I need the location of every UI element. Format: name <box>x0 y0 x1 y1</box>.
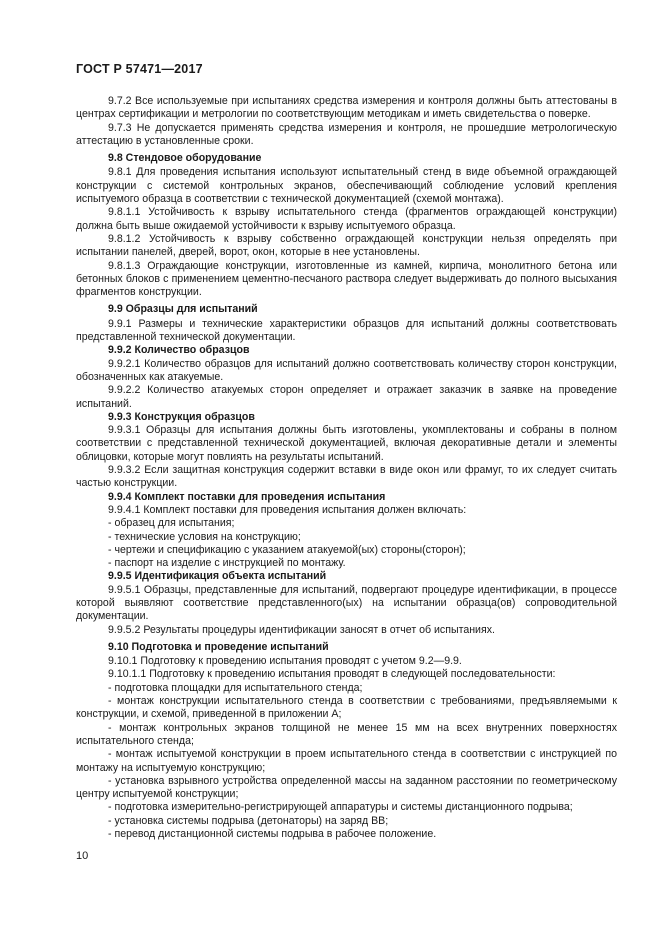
document-body <box>76 95 617 841</box>
paragraph: 9.9.2.2 Количество атакуемых сторон определяет и отражает заказчик в заявке на проведение испытаний. <box>76 384 617 410</box>
paragraph: 9.8.1.3 Ограждающие конструкции, изготовленные из камней, кирпича, монолитного бетона или бетонных блоков с применением цементно-песчаного раствора следует выдерживать до полного высыхания фрагментов конструкции. <box>76 259 617 299</box>
document-code: ГОСТ Р 57471—2017 <box>76 62 203 76</box>
paragraph: - монтаж испытуемой конструкции в проем испытательного стенда в соответствии с инструкцией по монтажу на испытуемую конструкцию; <box>76 748 617 774</box>
paragraph: - монтаж конструкции испытательного стенда в соответствии с требованиями, предъявляемыми к конструкции, и схемой, приведенной в приложении А; <box>76 695 617 721</box>
paragraph: 9.7.2 Все используемые при испытаниях средства измерения и контроля должны быть аттестованы в центрах сертификации и метрологии по соответствующим методикам и иметь свидетельства о поверке. <box>76 95 617 121</box>
paragraph: 9.9.3.1 Образцы для испытания должны быть изготовлены, укомплектованы и собраны в полном соответствии с представленной технической документацией, включая декоративные детали и элементы облицовки, которые могут повлиять на результаты испытаний. <box>76 424 617 463</box>
paragraph: 9.8.1.1 Устойчивость к взрыву испытательного стенда (фрагментов ограждающей конструкции) должна быть выше ожидаемой устойчивости к взрыву испытуемого образца. <box>76 206 617 232</box>
paragraph: - чертежи и спецификацию с указанием атакуемой(ых) стороны(сторон); <box>108 543 466 556</box>
paragraph: - установка взрывного устройства определенной массы на заданном расстоянии по геометрическому центру испытуемой конструкции; <box>76 774 617 801</box>
paragraph: - перевод дистанционной системы подрыва в рабочее положение. <box>108 828 437 841</box>
section-heading: 9.9.4 Комплект поставки для проведения испытания <box>108 490 386 503</box>
paragraph: - подготовка измерительно-регистрирующей аппаратуры и системы дистанционного подрыва; <box>108 801 573 814</box>
paragraph: 9.8.1.2 Устойчивость к взрыву собственно ограждающей конструкции нельзя определять при испытании панелей, дверей, ворот, окон, которые в нее установлены. <box>76 232 617 259</box>
paragraph: 9.10.1 Подготовку к проведению испытания проводят с учетом 9.2—9.9. <box>108 655 462 668</box>
paragraph: 9.10.1.1 Подготовку к проведению испытания проводят в следующей последовательности: <box>108 668 556 681</box>
paragraph: - монтаж контрольных экранов толщиной не менее 15 мм на всех внутренних поверхностях испытательного стенда; <box>76 721 617 747</box>
paragraph: 9.9.2.1 Количество образцов для испытаний должно соответствовать количеству сторон конструкции, обозначенных как атакуемые. <box>76 357 617 383</box>
section-heading: 9.9.3 Конструкция образцов <box>108 410 255 423</box>
paragraph: - установка системы подрыва (детонаторы) на заряд ВВ; <box>108 814 389 827</box>
paragraph: - образец для испытания; <box>108 517 235 530</box>
paragraph: - подготовка площадки для испытательного стенда; <box>108 681 363 694</box>
paragraph: 9.9.1 Размеры и технические характеристики образцов для испытаний должны соответствовать представленной технической документации. <box>76 317 617 344</box>
paragraph: 9.9.4.1 Комплект поставки для проведения испытания должен включать: <box>108 503 467 516</box>
section-heading: 9.9 Образцы для испытаний <box>108 303 258 316</box>
paragraph: 9.9.3.2 Если защитная конструкция содержит вставки в виде окон или фрамуг, то их следует считать частью конструкции. <box>76 464 617 490</box>
paragraph: - паспорт на изделие с инструкцией по монтажу. <box>108 557 346 570</box>
paragraph: 9.9.5.1 Образцы, представленные для испытаний, подвергают процедуре идентификации, в процессе которой выявляют соответствие представленного(ых) на испытании образца(ов) сопроводительной документации. <box>76 583 617 623</box>
paragraph: - технические условия на конструкцию; <box>108 530 301 543</box>
section-heading: 9.9.2 Количество образцов <box>108 344 250 357</box>
section-heading: 9.9.5 Идентификация объекта испытаний <box>108 570 327 583</box>
page-number: 10 <box>76 850 89 862</box>
paragraph: 9.8.1 Для проведения испытания используют испытательный стенд в виде объемной ограждающей конструкции с системой контрольных экранов, обеспечивающий соблюдение условий крепления испытуемого образца в соответствии с технической документацией (схемой монтажа). <box>76 166 617 206</box>
paragraph: 9.9.5.2 Результаты процедуры идентификации заносят в отчет об испытаниях. <box>108 623 495 636</box>
section-heading: 9.8 Стендовое оборудование <box>108 152 262 165</box>
section-heading: 9.10 Подготовка и проведение испытаний <box>108 640 329 653</box>
paragraph: 9.7.3 Не допускается применять средства измерения и контроля, не прошедшие метрологическую аттестацию в установленные сроки. <box>76 121 617 147</box>
